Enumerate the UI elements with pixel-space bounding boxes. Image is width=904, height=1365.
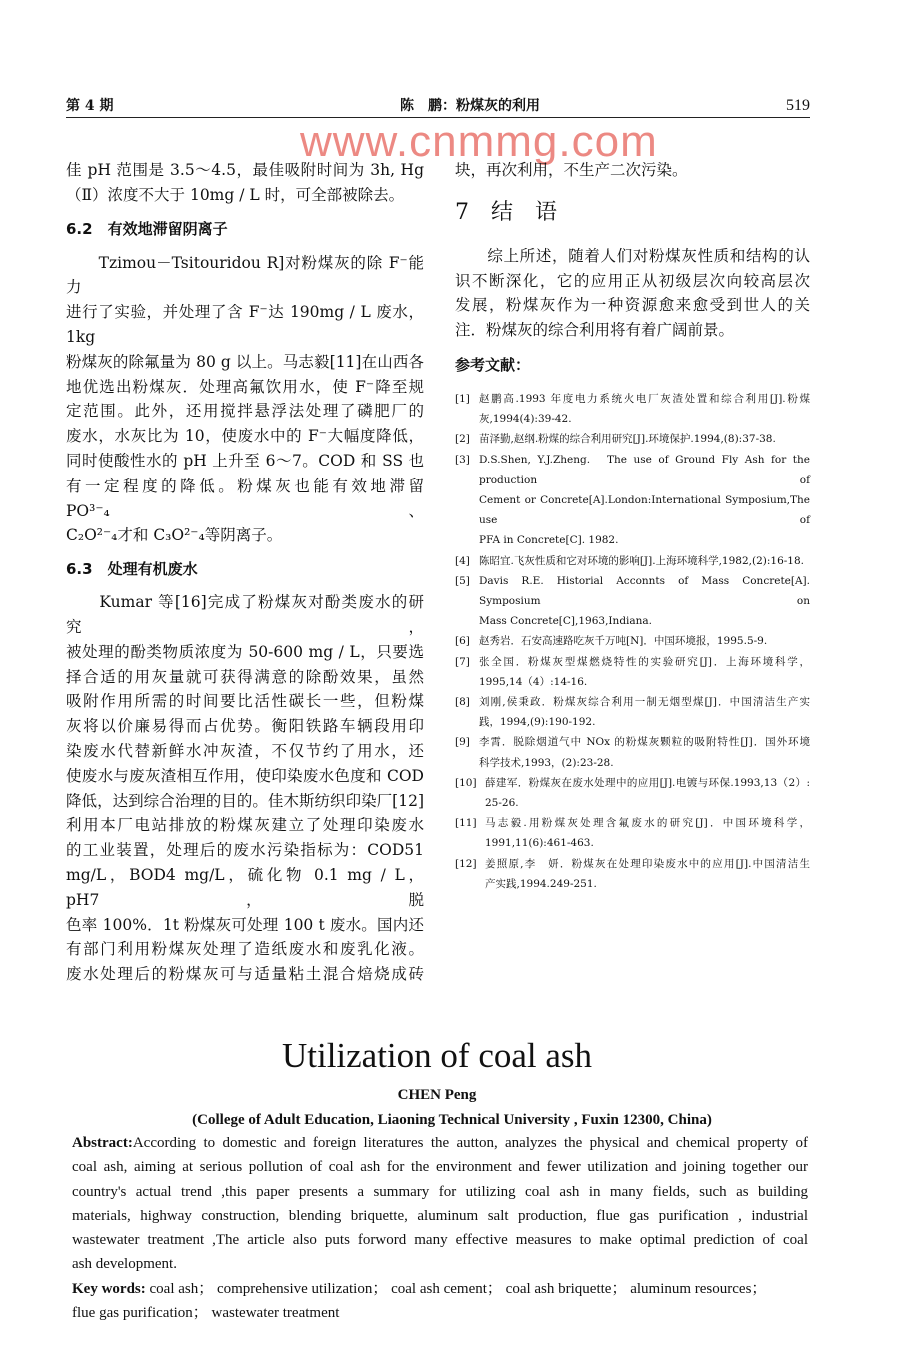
text-line: 被处理的酚类物质浓度为 50-600 mg / L，只要选 (66, 642, 424, 661)
page-number: 519 (786, 97, 810, 114)
left-column (66, 158, 424, 987)
abstract-line: wastewater treatment ,The article also puts forword many effective measures to make optimal prediction of coal (72, 1232, 808, 1249)
reference-line: 科学技术,1993，(2):23-28. (479, 756, 614, 769)
references-heading: 参考文献： (455, 355, 531, 374)
abstract-line: coal ash, aiming at serious pollution of coal ash for the environment and fewer utilization and joining together our (72, 1159, 808, 1176)
text-line: 吸附作用所需的时间要比活性碳长一些，但粉煤 (66, 692, 424, 711)
text-line: Tzimou－Tsitouridou R]对粉煤灰的除 F⁻能力 (66, 253, 424, 297)
text-line: 废水，水灰比为 10，使废水中的 F⁻大幅度降低， (66, 427, 424, 446)
text-line: 粉煤灰的除氟量为 80 g 以上。马志毅[11]在山西各 (66, 352, 424, 371)
text-line: 染废水代替新鲜水冲灰渣，不仅节约了用水，还 (66, 741, 424, 760)
reference-item (455, 854, 810, 894)
reference-line: 赵鹏高.1993 年度电力系统火电厂灰渣处置和综合利用[J].粉煤 (479, 392, 810, 405)
text-line: 发展，粉煤灰作为一种资源愈来愈受到世人的关 (455, 296, 810, 315)
reference-line: 姜照原,李 妍．粉煤灰在处理印染废水中的应用[J].中国清洁生 (485, 857, 810, 870)
english-title: Utilization of coal ash (281, 1035, 593, 1075)
english-section (72, 1036, 808, 1365)
text-line: 佳 pH 范围是 3.5～4.5，最佳吸附时间为 3h, Hg (66, 161, 424, 179)
reference-line: Mass Concrete[C],1963,Indiana. (479, 615, 653, 628)
paragraph (455, 244, 810, 343)
reference-line: 刘刚,侯秉政．粉煤灰综合利用一制无烟型煤[J]．中国清洁生产实 (479, 696, 810, 709)
reference-line: 践，1994,(9):190-192. (479, 716, 596, 729)
keyword: coal ash briquette； (505, 1280, 627, 1297)
abstract-label: Abstract: (72, 1134, 133, 1151)
keywords-label: Key words: (72, 1280, 146, 1297)
reference-number: [1] (455, 392, 470, 405)
abstract-line (72, 1131, 808, 1155)
reference-item (455, 732, 810, 772)
reference-list (455, 389, 821, 894)
text-line: 同时使酸性水的 pH 上升至 6～7。COD 和 SS 也 (66, 451, 424, 470)
english-affiliation: (College of Adult Education, Liaoning Technical University , Fuxin 12300, China) (192, 1111, 712, 1128)
keyword: flue gas purification； (72, 1304, 208, 1321)
reference-line: 薛建军．粉煤灰在废水处理中的应用[J].电镀与环保.1993,13（2）: (485, 776, 810, 789)
english-author: CHEN Peng (397, 1086, 477, 1103)
text-line: 降低，达到综合治理的目的。佳木斯纺织印染厂[12] (66, 791, 424, 810)
abstract-line: materials, highway construction, blending briquette, aluminum salt production, flue gas purification , industrial (72, 1207, 808, 1224)
reference-item (455, 692, 810, 732)
reference-number: [11] (455, 817, 477, 830)
text-line: 利用本厂电站排放的粉煤灰建立了处理印染废水 (66, 816, 424, 835)
reference-number: [8] (455, 696, 470, 709)
text-line: 灰将以价廉易得而占优势。衡阳铁路车辆段用印 (66, 717, 424, 736)
paragraph (455, 158, 810, 183)
text-line: 有部门利用粉煤灰处理了造纸废水和废乳化液。 (66, 940, 424, 959)
reference-number: [2] (455, 433, 470, 446)
text-line: 有一定程度的降低。粉煤灰也能有效地滞留 PO³⁻₄、 (66, 476, 424, 520)
text-line: 废水处理后的粉煤灰可与适量粘土混合焙烧成砖 (66, 965, 424, 984)
reference-item (455, 773, 810, 813)
abstract-line: ash development. (72, 1256, 177, 1273)
reference-item (455, 389, 810, 429)
reference-line: 苗泽勤,赵纲.粉煤的综合利用研究[J].环境保护.1994,(8):37-38. (479, 433, 776, 446)
abstract-line: country's actual trend ,this paper presents a summary for utilizing coal ash in many fields, such as building (72, 1183, 808, 1200)
page (0, 95, 904, 1365)
text-line: 综上所述，随着人们对粉煤灰性质和结构的认 (455, 246, 810, 265)
english-abstract (72, 1131, 808, 1277)
keyword: coal ash； (149, 1280, 214, 1297)
reference-line: 灰,1994(4):39-42. (479, 413, 572, 426)
two-column-body (66, 158, 821, 987)
text-line: （Ⅱ）浓度不大于 10mg / L 时，可全部被除去。 (66, 185, 405, 204)
reference-line: 25-26. (485, 797, 519, 810)
keyword: aluminum resources； (630, 1280, 767, 1297)
reference-number: [3] (455, 453, 470, 466)
header-rule (66, 117, 810, 118)
issue-number: 第 4 期 (66, 98, 114, 114)
running-header (66, 95, 810, 117)
reference-line: 赵秀岩．石安高速路吃灰千万吨[N]．中国环境报，1995.5-9. (479, 635, 768, 648)
reference-line: PFA in Concrete[C]. 1982. (479, 534, 619, 547)
reference-line: 1991,11(6):461-463. (485, 837, 594, 850)
keyword: coal ash cement； (391, 1280, 502, 1297)
text-line: 识不断深化，它的应用正从初级层次向较高层次 (455, 271, 810, 290)
section-heading-6-2: 6.2 有效地滞留阴离子 (66, 219, 228, 238)
text-line: 进行了实验，并处理了含 F⁻达 190mg / L 废水，1kg (66, 303, 424, 346)
text-line: 块，再次利用，不生产二次污染。 (455, 161, 688, 179)
paragraph (66, 251, 424, 549)
reference-item (455, 551, 810, 571)
reference-number: [9] (455, 736, 470, 749)
keyword: comprehensive utilization； (216, 1280, 388, 1297)
reference-line: Davis R.E. Historial Acconnts of Mass Concrete[A]. Symposium on (479, 574, 821, 608)
keyword: wastewater treatment (211, 1304, 340, 1321)
reference-item (455, 429, 810, 449)
reference-number: [10] (455, 776, 477, 789)
reference-line: Cement or Concrete[A].London:International Symposium,The use of (479, 494, 810, 527)
text-line: 择合适的用灰量就可获得满意的除酚效果，虽然 (66, 667, 424, 686)
reference-line: 马志毅.用粉煤灰处理含氟废水的研究[J]．中国环境科学， (485, 817, 810, 830)
reference-number: [6] (455, 635, 470, 648)
reference-item (455, 813, 810, 853)
reference-number: [4] (455, 554, 470, 567)
text-line: 色率 100%．1t 粉煤灰可处理 100 t 废水。国内还 (66, 915, 424, 934)
text-line: 的工业装置，处理后的废水污染指标为：COD51 (66, 841, 424, 860)
paragraph (66, 590, 424, 987)
section-heading-7: 7 结 语 (455, 199, 557, 225)
reference-number: [12] (455, 857, 477, 870)
keywords (72, 1277, 808, 1365)
keywords-row (72, 1277, 808, 1301)
reference-item (455, 571, 821, 632)
text-line: 定范围。此外，还用搅拌悬浮法处理了磷肥厂的 (66, 402, 424, 421)
reference-item (455, 652, 810, 692)
reference-line: 李霄．脱除烟道气中 NOx 的粉煤灰颗粒的吸附特性[J]．国外环境 (479, 736, 810, 749)
reference-number: [5] (455, 574, 470, 587)
reference-line: 张全国．粉煤灰型煤燃烧特性的实验研究[J]．上海环境科学， (479, 655, 810, 668)
abstract-text: According to domestic and foreign literatures the autton, analyzes the physical and chemical property of (132, 1134, 808, 1151)
paragraph (66, 158, 424, 208)
running-title: 陈 鹏：粉煤灰的利用 (400, 98, 540, 114)
watermark: www.cnmmg.com (300, 117, 658, 166)
text-line: 使废水与废灰渣相互作用，使印染废水色度和 COD (66, 766, 424, 785)
text-line: C₂O²⁻₄才和 C₃O²⁻₄等阴离子。 (66, 526, 283, 545)
text-line: 注．粉煤灰的综合利用将有着广阔前景。 (455, 321, 735, 340)
reference-item (455, 631, 810, 651)
text-line: Kumar 等[16]完成了粉煤灰对酚类废水的研究， (66, 593, 424, 636)
keywords-row (72, 1301, 808, 1325)
text-line: 地优选出粉煤灰．处理高氟饮用水，使 F⁻降至规 (66, 377, 424, 396)
reference-number: [7] (455, 655, 470, 668)
reference-line: D.S.Shen, Y.J.Zheng. The use of Ground Fly Ash for the production of (479, 453, 810, 486)
text-line: mg/L，BOD4 mg/L，硫化物 0.1 mg / L，pH7，脱 (66, 865, 424, 909)
reference-line: 产实践,1994.249-251. (485, 877, 597, 890)
section-heading-6-3: 6.3 处理有机废水 (66, 560, 198, 579)
right-column (455, 158, 821, 894)
reference-item (455, 450, 810, 551)
reference-line: 陈昭宜.飞灰性质和它对环境的影响[J].上海环境科学,1982,(2):16-18. (479, 554, 804, 567)
reference-line: 1995,14（4）:14-16. (479, 675, 588, 688)
